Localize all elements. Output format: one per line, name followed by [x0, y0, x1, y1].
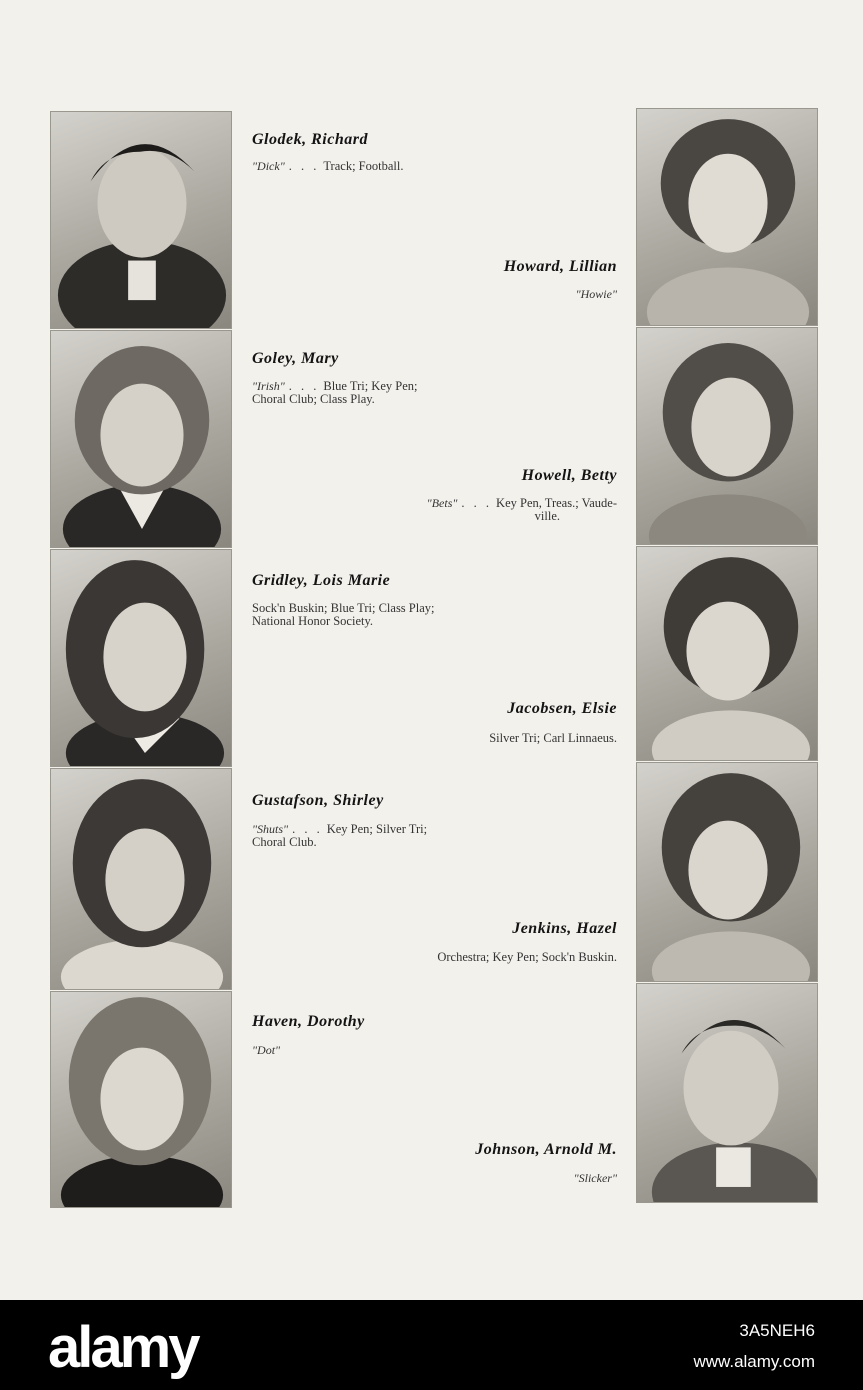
photo-gustafson-shirley [50, 768, 232, 990]
photo-johnson-arnold-m [636, 983, 818, 1203]
student-activities: Sock'n Buskin; Blue Tri; Class Play; [252, 601, 435, 615]
student-activities: Key Pen, Treas.; Vaude- [496, 496, 617, 510]
student-name: Jacobsen, Elsie [507, 700, 617, 717]
student-details [252, 160, 403, 173]
student-nickname: "Slicker" [573, 1171, 617, 1185]
student-name: Gridley, Lois Marie [252, 572, 391, 589]
student-nickname: "Bets" [426, 496, 458, 510]
photo-gridley-lois-marie [50, 549, 232, 767]
student-details [252, 380, 620, 406]
student-name: Haven, Dorothy [252, 1013, 365, 1030]
stock-footer-bar [0, 1300, 863, 1390]
student-activities-cont: National Honor Society. [252, 614, 374, 628]
photo-howell-betty [636, 327, 818, 545]
student-name: Glodek, Richard [252, 131, 368, 148]
student-name: Howell, Betty [521, 467, 617, 484]
separator-dots: . . . [288, 159, 320, 173]
student-activities: Orchestra; Key Pen; Sock'n Buskin. [437, 950, 617, 964]
student-activities: Track; Football. [323, 159, 404, 173]
separator-dots: . . . [461, 496, 493, 510]
student-details [427, 497, 617, 523]
student-name: Johnson, Arnold M. [475, 1141, 617, 1158]
student-nickname: "Dot" [252, 1043, 281, 1057]
photo-haven-dorothy [50, 991, 232, 1208]
student-activities: Silver Tri; Carl Linnaeus. [489, 731, 617, 745]
student-details [252, 823, 427, 849]
photo-glodek-richard [50, 111, 232, 329]
photo-howard-lillian [636, 108, 818, 326]
student-name: Howard, Lillian [503, 258, 617, 275]
student-activities: Key Pen; Silver Tri; [326, 822, 428, 836]
student-activities-cont: Choral Club; Class Play. [252, 392, 375, 406]
student-nickname: "Irish" [252, 379, 285, 393]
separator-dots: . . . [292, 822, 323, 836]
photo-jenkins-hazel [636, 762, 818, 982]
student-nickname: "Howie" [575, 287, 617, 301]
student-name: Goley, Mary [252, 350, 339, 367]
image-id: 3A5NEH6 [739, 1321, 815, 1340]
student-nickname: "Dick" [252, 159, 285, 173]
photo-goley-mary [50, 330, 232, 548]
student-name: Jenkins, Hazel [512, 920, 617, 937]
student-activities-cont: Choral Club. [252, 835, 317, 849]
student-nickname: "Shuts" [252, 822, 289, 836]
alamy-logo: alamy [48, 1315, 198, 1380]
site-url: www.alamy.com [693, 1352, 815, 1371]
student-activities: Blue Tri; Key Pen; [323, 379, 418, 393]
student-name: Gustafson, Shirley [252, 792, 384, 809]
photo-jacobsen-elsie [636, 546, 818, 761]
student-activities-cont: ville. [534, 509, 561, 523]
separator-dots: . . . [288, 379, 320, 393]
student-details [252, 602, 435, 628]
